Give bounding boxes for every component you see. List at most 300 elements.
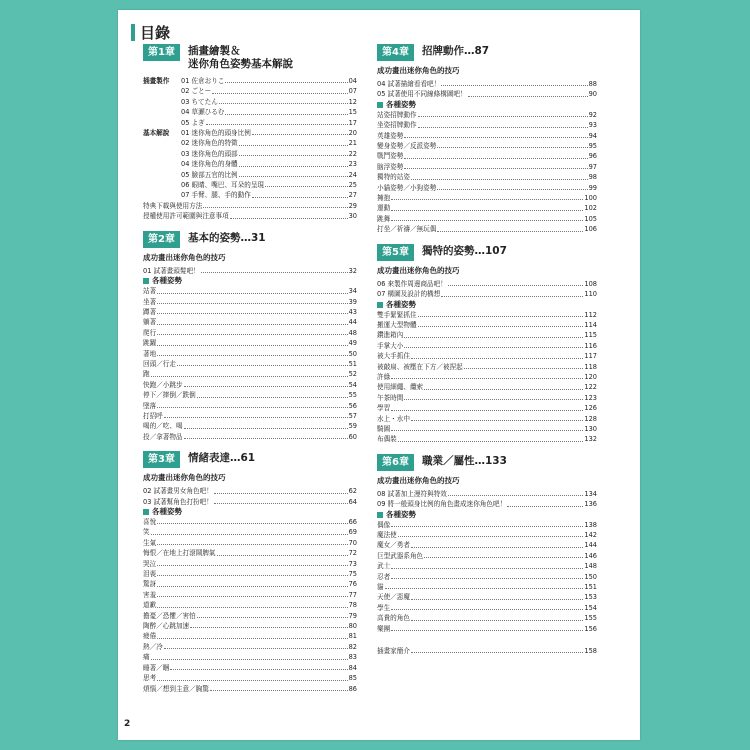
- entry-title: 煩惱／想到主意／胸驚: [143, 684, 209, 693]
- entry-leader: [391, 561, 583, 568]
- toc-entry: [143, 401, 357, 411]
- entry-title: 墜落: [143, 401, 157, 410]
- entry-leader: [225, 107, 347, 114]
- entry-title: 疲倦: [143, 632, 157, 641]
- entry-leader: [391, 624, 583, 631]
- entry-page: 82: [348, 642, 357, 651]
- toc-entry: [143, 421, 357, 431]
- chapter-badge: 第5章: [377, 244, 414, 261]
- toc-entry: [143, 128, 357, 138]
- toc-entry: [377, 489, 597, 499]
- entry-page: 85: [348, 674, 357, 683]
- toc-entry: [377, 224, 597, 234]
- entry-leader: [157, 401, 347, 408]
- toc-entry: [143, 538, 357, 548]
- entry-page: 94: [588, 131, 597, 140]
- page-title: 目錄: [140, 24, 171, 42]
- entry-title: 停下／摔倒／跌倒: [143, 391, 196, 400]
- entry-leader: [398, 434, 584, 441]
- entry-title: 痛: [143, 653, 150, 662]
- square-bullet-icon: [377, 102, 383, 108]
- toc-right-column: [377, 44, 597, 656]
- entry-category: [143, 86, 181, 96]
- chapter-heading: [377, 454, 597, 471]
- entry-title: 變身姿勢／反派姿勢: [377, 142, 437, 151]
- toc-entry: [377, 572, 597, 582]
- toc-entry: [143, 138, 357, 148]
- toc-entry: [143, 569, 357, 579]
- entry-page: 106: [584, 225, 597, 234]
- entry-leader: [197, 390, 348, 397]
- entry-leader: [157, 317, 347, 324]
- entry-title: 擔憂／恐懼／害怕: [143, 611, 196, 620]
- tips-heading: 成功畫出迷你角色的技巧: [377, 475, 460, 485]
- entry-page: 51: [348, 359, 357, 368]
- entry-page: 126: [584, 404, 597, 413]
- chapter-title: [188, 45, 293, 71]
- chapter-heading: [377, 244, 597, 261]
- entry-leader: [398, 530, 584, 537]
- toc-entry: [143, 652, 357, 662]
- entry-page: 77: [348, 590, 357, 599]
- toc-entry: [143, 286, 357, 296]
- entry-leader: [411, 414, 583, 421]
- entry-title: 忍者: [377, 572, 391, 581]
- toc-entry: [143, 149, 357, 159]
- toc-left-column: [143, 44, 357, 694]
- entry-leader: [157, 673, 347, 680]
- entry-page: 81: [348, 632, 357, 641]
- entry-title: 喝的／吃、喝: [143, 422, 183, 431]
- entry-title: 搬運大型物體: [377, 320, 417, 329]
- entry-page: 96: [588, 152, 597, 161]
- entry-leader: [418, 310, 584, 317]
- toc-entry: [143, 211, 357, 221]
- entry-page: 39: [348, 297, 357, 306]
- entry-leader: [212, 86, 347, 93]
- entry-title: 英雄姿勢: [377, 131, 404, 140]
- toc-entry: [143, 611, 357, 621]
- entry-leader: [411, 592, 583, 599]
- chapter-title-line: 插畫繪製＆: [187, 45, 241, 57]
- entry-page: 132: [584, 435, 597, 444]
- toc-entry: [377, 330, 597, 340]
- entry-title: 投／拿著物品: [143, 432, 183, 441]
- entry-leader: [437, 183, 587, 190]
- entry-leader: [441, 289, 583, 296]
- entry-page: 153: [584, 593, 597, 602]
- entry-leader: [252, 128, 348, 135]
- entry-title: 許綠: [377, 372, 391, 381]
- chapter-title: [188, 232, 266, 245]
- entry-page: 34: [348, 287, 357, 296]
- entry-title: 01 迷你角色的頭身比例: [181, 129, 251, 138]
- entry-page: 98: [588, 173, 597, 182]
- entry-page: 128: [584, 414, 597, 423]
- entry-title: 站姿招牌動作: [377, 110, 417, 119]
- toc-entry: [143, 349, 357, 359]
- toc-entry: [143, 297, 357, 307]
- entry-leader: [424, 551, 583, 558]
- spacer: [377, 445, 597, 454]
- entry-page: 148: [584, 562, 597, 571]
- entry-title: 魔法使: [377, 531, 397, 539]
- entry-category: [143, 180, 181, 190]
- entry-leader: [206, 118, 348, 125]
- entry-title: 坐姿招牌動作: [377, 121, 417, 130]
- chapter-heading: [143, 231, 357, 248]
- square-bullet-icon: [143, 278, 149, 284]
- entry-page: 146: [584, 551, 597, 560]
- toc-entry: [377, 214, 597, 224]
- entry-leader: [177, 359, 348, 366]
- spacer: [143, 222, 357, 231]
- entry-leader: [468, 89, 588, 96]
- entry-title: 天使／惡魔: [377, 593, 410, 602]
- toc-entry: [377, 414, 597, 424]
- toc-entry: [377, 520, 597, 530]
- chapter-title-line: 基本的姿勢…31: [187, 231, 266, 244]
- entry-title: 授權使用許可範圍與注意事項: [143, 212, 229, 221]
- entry-leader: [391, 372, 583, 379]
- chapter-title: [422, 245, 507, 258]
- entry-leader: [437, 224, 583, 231]
- entry-title: 01 試著畫頭髮吧！: [143, 266, 200, 275]
- toc-entry: [143, 673, 357, 683]
- entry-title: 03 迷你角色的頭部: [181, 149, 238, 158]
- entry-page: 112: [584, 310, 597, 319]
- entry-category: [143, 159, 181, 169]
- entry-title: 蹲著: [143, 307, 157, 316]
- entry-leader: [448, 279, 584, 286]
- chapter-heading: [377, 44, 597, 61]
- entry-page: 158: [584, 647, 597, 656]
- entry-title: 使用細繩、纜索: [377, 383, 424, 392]
- entry-leader: [411, 351, 583, 358]
- entry-leader: [151, 369, 348, 376]
- toc-entry: [143, 590, 357, 600]
- entry-leader: [404, 151, 587, 158]
- entry-page: 72: [348, 549, 357, 558]
- entry-title: 喜悅: [143, 518, 157, 526]
- entry-leader: [464, 362, 584, 369]
- entry-leader: [157, 307, 347, 314]
- entry-page: 102: [584, 204, 597, 213]
- entry-title: 被大手抓住: [377, 352, 410, 361]
- toc-entry: [377, 624, 597, 634]
- poses-heading-label: 各種姿勢: [386, 99, 416, 109]
- entry-page: 123: [584, 393, 597, 402]
- entry-title: 07 手臂、腿、手的動作: [181, 191, 251, 200]
- entry-leader: [239, 138, 348, 145]
- entry-leader: [157, 297, 347, 304]
- entry-page: 114: [584, 320, 597, 329]
- tips-heading: 成功畫出迷你角色的技巧: [377, 265, 460, 275]
- toc-entry: [143, 328, 357, 338]
- toc-entry: [377, 89, 597, 99]
- entry-title: 06 眼睛、嘴巴、耳朵的呈現: [181, 181, 265, 190]
- toc-entry: [377, 499, 597, 509]
- entry-page: 17: [348, 118, 357, 127]
- poses-heading: [377, 510, 597, 520]
- entry-page: 142: [584, 531, 597, 539]
- entry-leader: [214, 497, 348, 504]
- chapter-badge: 第1章: [143, 44, 180, 61]
- entry-page: 150: [584, 572, 597, 581]
- entry-page: 84: [348, 663, 357, 672]
- entry-title: 鑽進箱內: [377, 331, 404, 340]
- entry-page: 78: [348, 601, 357, 610]
- poses-heading-label: 各種姿勢: [386, 509, 416, 519]
- entry-leader: [404, 330, 583, 337]
- entry-leader: [157, 590, 347, 597]
- toc-entry: [377, 603, 597, 613]
- entry-page: 100: [584, 194, 597, 203]
- entry-leader: [391, 603, 583, 610]
- toc-entry: [377, 310, 597, 320]
- spacer: [143, 442, 357, 451]
- entry-title: 08 試著加上漫符與特效: [377, 489, 447, 498]
- toc-entry: [377, 434, 597, 444]
- entry-leader: [201, 266, 348, 273]
- entry-leader: [404, 131, 587, 138]
- entry-page: 86: [348, 684, 357, 693]
- toc-entry: [377, 403, 597, 413]
- entry-title: 03 ちてたん: [181, 97, 218, 106]
- toc-entry: [377, 393, 597, 403]
- toc-entry: [143, 432, 357, 442]
- entry-leader: [391, 193, 583, 200]
- toc-entry: [377, 424, 597, 434]
- toc-entry: [143, 497, 357, 507]
- entry-title: 05 臉部五官的比例: [181, 170, 238, 179]
- entry-title: 樂團: [377, 624, 391, 633]
- entry-leader: [411, 646, 583, 653]
- entry-leader: [411, 540, 583, 547]
- entry-leader: [239, 170, 348, 177]
- entry-page: 117: [584, 352, 597, 361]
- entry-page: 69: [348, 528, 357, 537]
- entry-category: 插畫製作: [143, 77, 170, 85]
- entry-category: [143, 107, 181, 117]
- entry-page: 122: [584, 383, 597, 392]
- entry-leader: [184, 380, 348, 387]
- entry-page: 108: [584, 279, 597, 288]
- toc-entry: [377, 561, 597, 571]
- entry-page: 59: [348, 422, 357, 431]
- entry-page: 93: [588, 121, 597, 130]
- toc-entry: [377, 172, 597, 182]
- entry-leader: [157, 569, 347, 576]
- entry-leader: [404, 393, 583, 400]
- toc-entry: [377, 362, 597, 372]
- entry-category: [143, 138, 181, 148]
- entry-page: 88: [588, 80, 597, 88]
- entry-title: 02 迷你角色的特徵: [181, 139, 238, 148]
- tips-heading: 成功畫出迷你角色的技巧: [143, 473, 226, 483]
- entry-leader: [157, 538, 347, 545]
- entry-page: 12: [348, 97, 357, 106]
- entry-category: [143, 149, 181, 159]
- toc-entry: [377, 551, 597, 561]
- entry-page: 55: [348, 391, 357, 400]
- entry-leader: [411, 172, 588, 179]
- poses-heading: [377, 300, 597, 310]
- poses-heading: [143, 507, 357, 517]
- toc-entry: [143, 486, 357, 496]
- entry-title: 01 佐倉おりこ: [181, 77, 225, 85]
- entry-category: [143, 170, 181, 180]
- entry-leader: [441, 79, 587, 86]
- entry-title: 04 試著描繪看看吧！: [377, 80, 441, 88]
- entry-leader: [184, 432, 348, 439]
- entry-leader: [157, 600, 347, 607]
- poses-heading-label: 各種姿勢: [152, 276, 182, 286]
- toc-entry: [377, 646, 597, 656]
- entry-page: 07: [348, 87, 357, 96]
- entry-title: 著地: [143, 349, 157, 358]
- toc-entry: [143, 548, 357, 558]
- entry-page: 99: [588, 183, 597, 192]
- toc-entry: [377, 279, 597, 289]
- entry-category: [143, 97, 181, 107]
- toc-entry: [143, 621, 357, 631]
- entry-page: 20: [348, 129, 357, 138]
- entry-leader: [391, 572, 583, 579]
- entry-leader: [391, 214, 583, 221]
- entry-page: 79: [348, 611, 357, 620]
- entry-leader: [203, 201, 347, 208]
- entry-page: 32: [348, 266, 357, 275]
- toc-entry: [377, 341, 597, 351]
- toc-entry: [143, 107, 357, 117]
- entry-title: 運動: [377, 204, 391, 213]
- entry-title: 武士: [377, 562, 391, 571]
- entry-title: 爬行: [143, 328, 157, 337]
- entry-leader: [214, 486, 348, 493]
- entry-page: 151: [584, 583, 597, 592]
- entry-title: 魔女／勇者: [377, 541, 410, 550]
- entry-title: 小貓姿勢／小狗姿勢: [377, 183, 437, 192]
- entry-page: 136: [584, 500, 597, 509]
- entry-leader: [391, 520, 583, 527]
- entry-title: 手掌大小: [377, 341, 404, 350]
- entry-page: 22: [348, 149, 357, 158]
- entry-title: 擁抱: [377, 194, 391, 203]
- toc-entry: [143, 369, 357, 379]
- entry-title: 泪喪: [143, 570, 157, 579]
- entry-title: 跑: [143, 370, 150, 379]
- toc-entry: [377, 131, 597, 141]
- entry-title: 道歉: [143, 601, 157, 610]
- entry-page: 56: [348, 401, 357, 410]
- entry-page: 83: [348, 653, 357, 662]
- entry-leader: [225, 76, 347, 83]
- entry-leader: [164, 642, 348, 649]
- tips-heading: 成功畫出迷你角色的技巧: [143, 252, 226, 262]
- toc-entry: [143, 76, 357, 86]
- toc-entry: [377, 351, 597, 361]
- entry-title: 悔恨／在地上打滾鬧脾氣: [143, 549, 216, 558]
- square-bullet-icon: [143, 509, 149, 515]
- toc-entry: [377, 530, 597, 540]
- entry-page: 25: [348, 181, 357, 190]
- toc-entry: [143, 338, 357, 348]
- entry-title: 04 草瀬ひるむ: [181, 108, 225, 117]
- entry-leader: [157, 631, 347, 638]
- entry-leader: [404, 341, 583, 348]
- entry-leader: [252, 190, 348, 197]
- entry-title: 偶像: [377, 520, 391, 529]
- chapter-heading: [143, 451, 357, 468]
- entry-title: 巨型武器系角色: [377, 551, 424, 560]
- entry-title: 02 ごとー: [181, 87, 212, 96]
- entry-leader: [151, 527, 348, 534]
- entry-leader: [219, 97, 348, 104]
- toc-entry: [377, 289, 597, 299]
- entry-page: 54: [348, 380, 357, 389]
- entry-page: 116: [584, 341, 597, 350]
- chapter-title: [422, 45, 489, 58]
- toc-header: [131, 22, 170, 43]
- entry-page: 90: [588, 90, 597, 99]
- toc-entry: [377, 613, 597, 623]
- entry-page: 154: [584, 603, 597, 612]
- toc-entry: [143, 579, 357, 589]
- chapter-title: [188, 452, 255, 465]
- toc-entry: [143, 600, 357, 610]
- entry-leader: [448, 489, 584, 496]
- entry-page: 04: [348, 77, 357, 85]
- chapter-title-line: 招牌動作…87: [421, 45, 490, 57]
- toc-entry: [377, 382, 597, 392]
- entry-title: 貓: [377, 583, 384, 592]
- entry-leader: [230, 211, 348, 218]
- entry-category: [143, 190, 181, 200]
- spacer: [377, 235, 597, 244]
- entry-title: 陶醉／心跳加速: [143, 622, 190, 631]
- toc-entry: [143, 201, 357, 211]
- entry-page: 120: [584, 372, 597, 381]
- toc-entry: [143, 170, 357, 180]
- chapter-heading: [143, 44, 357, 71]
- entry-leader: [418, 110, 588, 117]
- entry-title: 特典下載與使用方法: [143, 201, 203, 210]
- entry-page: 27: [348, 191, 357, 200]
- entry-title: 騎圖: [377, 424, 391, 433]
- poses-heading-label: 各種姿勢: [386, 299, 416, 309]
- entry-page: 155: [584, 614, 597, 623]
- entry-title: 回頭／行走: [143, 359, 176, 368]
- entry-page: 49: [348, 339, 357, 348]
- entry-title: 生氣: [143, 538, 157, 547]
- entry-leader: [157, 349, 347, 356]
- poses-heading: [143, 276, 357, 286]
- toc-entry: [143, 684, 357, 694]
- entry-title: 打招呼: [143, 411, 163, 420]
- entry-page: 110: [584, 290, 597, 299]
- toc-entry: [143, 390, 357, 400]
- toc-entry: [377, 110, 597, 120]
- entry-title: 水上・水中: [377, 414, 410, 423]
- entry-leader: [197, 611, 348, 618]
- entry-page: 23: [348, 160, 357, 169]
- toc-entry: [143, 307, 357, 317]
- entry-title: 思考: [143, 674, 157, 683]
- toc-entry: [377, 193, 597, 203]
- toc-entry: [143, 642, 357, 652]
- entry-leader: [190, 621, 347, 628]
